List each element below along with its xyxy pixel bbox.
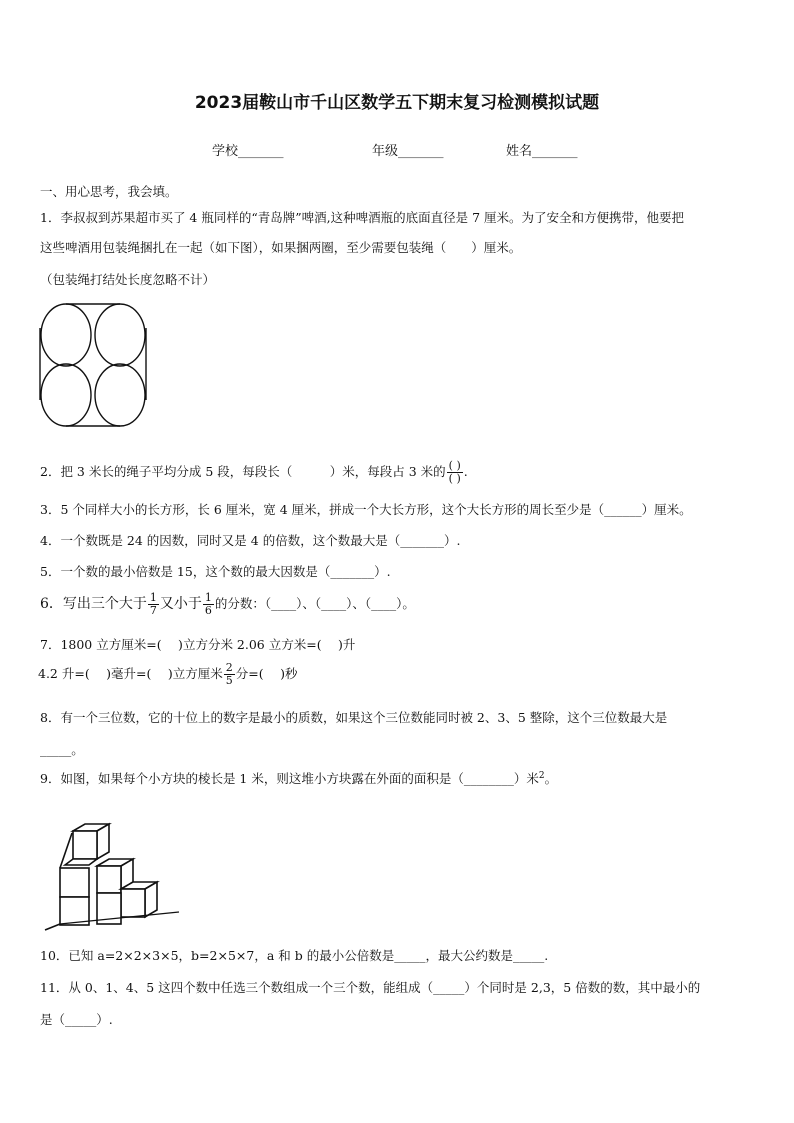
question-7: 7．1800 立方厘米=( )立方分米 2.06 立方米=( )升 [40, 637, 356, 652]
question-7b-text-b: 分=( )秒 [235, 666, 298, 681]
question-2-text: 2．把 3 米长的绳子平均分成 5 段，每段长（ ）米，每段占 3 米的 [40, 464, 446, 479]
name-label: 姓名 [506, 144, 533, 159]
question-1-note: （包装绳打结处长度忽略不计） [40, 272, 216, 287]
question-9-end: 。 [544, 771, 558, 786]
question-9-superscript: 2 [538, 770, 545, 781]
school-blank: _______ [238, 144, 284, 159]
name-blank: _______ [532, 144, 578, 159]
question-2 [40, 460, 468, 485]
question-7-part-2 [38, 662, 297, 687]
question-6-text-a: 6．写出三个大于 [40, 596, 147, 612]
bottles-bundle-figure [38, 302, 148, 428]
grade-blank: _______ [398, 144, 444, 159]
fraction-numerator: 2 [225, 661, 233, 674]
fraction-denominator: 5 [225, 674, 233, 687]
section-heading: 一、用心思考，我会填。 [40, 184, 178, 199]
question-6-fraction-1 [148, 592, 159, 617]
question-8-line-2: _____。 [40, 742, 84, 757]
question-8-line-1: 8．有一个三位数，它的十位上的数字是最小的质数，如果这个三位数能同时被 2、3、5 整除，这个三位数最大是 [40, 710, 668, 725]
page-title: 2023届鞍山市千山区数学五下期末复习检测模拟试题 [194, 93, 600, 113]
fraction-numerator: 1 [149, 591, 157, 604]
fraction-denominator: ( ) [448, 472, 461, 485]
question-4: 4．一个数既是 24 的因数，同时又是 4 的倍数，这个数最大是（_______）. [40, 533, 461, 548]
fraction-denominator: 6 [204, 604, 212, 617]
question-7b-fraction [224, 662, 235, 687]
name-field [506, 140, 578, 159]
school-label: 学校 [212, 144, 239, 159]
question-6 [40, 592, 415, 617]
question-11-line-2: 是（_____）. [40, 1012, 113, 1027]
question-1-line-2: 这些啤酒用包装绳捆扎在一起（如下图），如果捆两圈，至少需要包装绳（ ）厘米。 [40, 240, 522, 255]
question-1-line-1: 1．李叔叔到苏果超市买了 4 瓶同样的“青岛牌”啤酒,这种啤酒瓶的底面直径是 7 厘米。为了安全和方便携带，他要把 [40, 210, 685, 225]
cubes-stack-figure [40, 800, 180, 934]
grade-field [372, 140, 444, 159]
question-6-text-c: 的分数：（____）、（____）、（____）。 [214, 596, 415, 611]
question-6-fraction-2 [203, 592, 214, 617]
question-2-end: . [463, 464, 468, 479]
grade-label: 年级 [372, 144, 399, 159]
question-5: 5．一个数的最小倍数是 15，这个数的最大因数是（_______）. [40, 564, 391, 579]
question-9 [40, 769, 557, 787]
question-7b-text-a: 4.2 升=( )毫升=( )立方厘米 [38, 666, 223, 681]
fraction-numerator: 1 [204, 591, 212, 604]
question-6-text-b: 又小于 [159, 596, 202, 612]
question-10: 10．已知 a=2×2×3×5，b=2×5×7，a 和 b 的最小公倍数是_____，最大公约数是_____. [40, 948, 549, 963]
question-11-line-1: 11．从 0、1、4、5 这四个数中任选三个数组成一个三个数，能组成（_____）个同时是 2,3，5 倍数的数，其中最小的 [40, 980, 701, 995]
question-2-fraction [447, 460, 463, 485]
school-field [212, 140, 284, 159]
fraction-numerator: ( ) [448, 459, 461, 472]
question-9-text: 9．如图，如果每个小方块的棱长是 1 米，则这堆小方块露在外面的面积是（________）米 [40, 771, 539, 786]
fraction-denominator: 7 [149, 604, 157, 617]
question-3: 3．5 个同样大小的长方形，长 6 厘米，宽 4 厘米，拼成一个大长方形，这个大长方形的周长至少是（______）厘米。 [40, 502, 692, 517]
